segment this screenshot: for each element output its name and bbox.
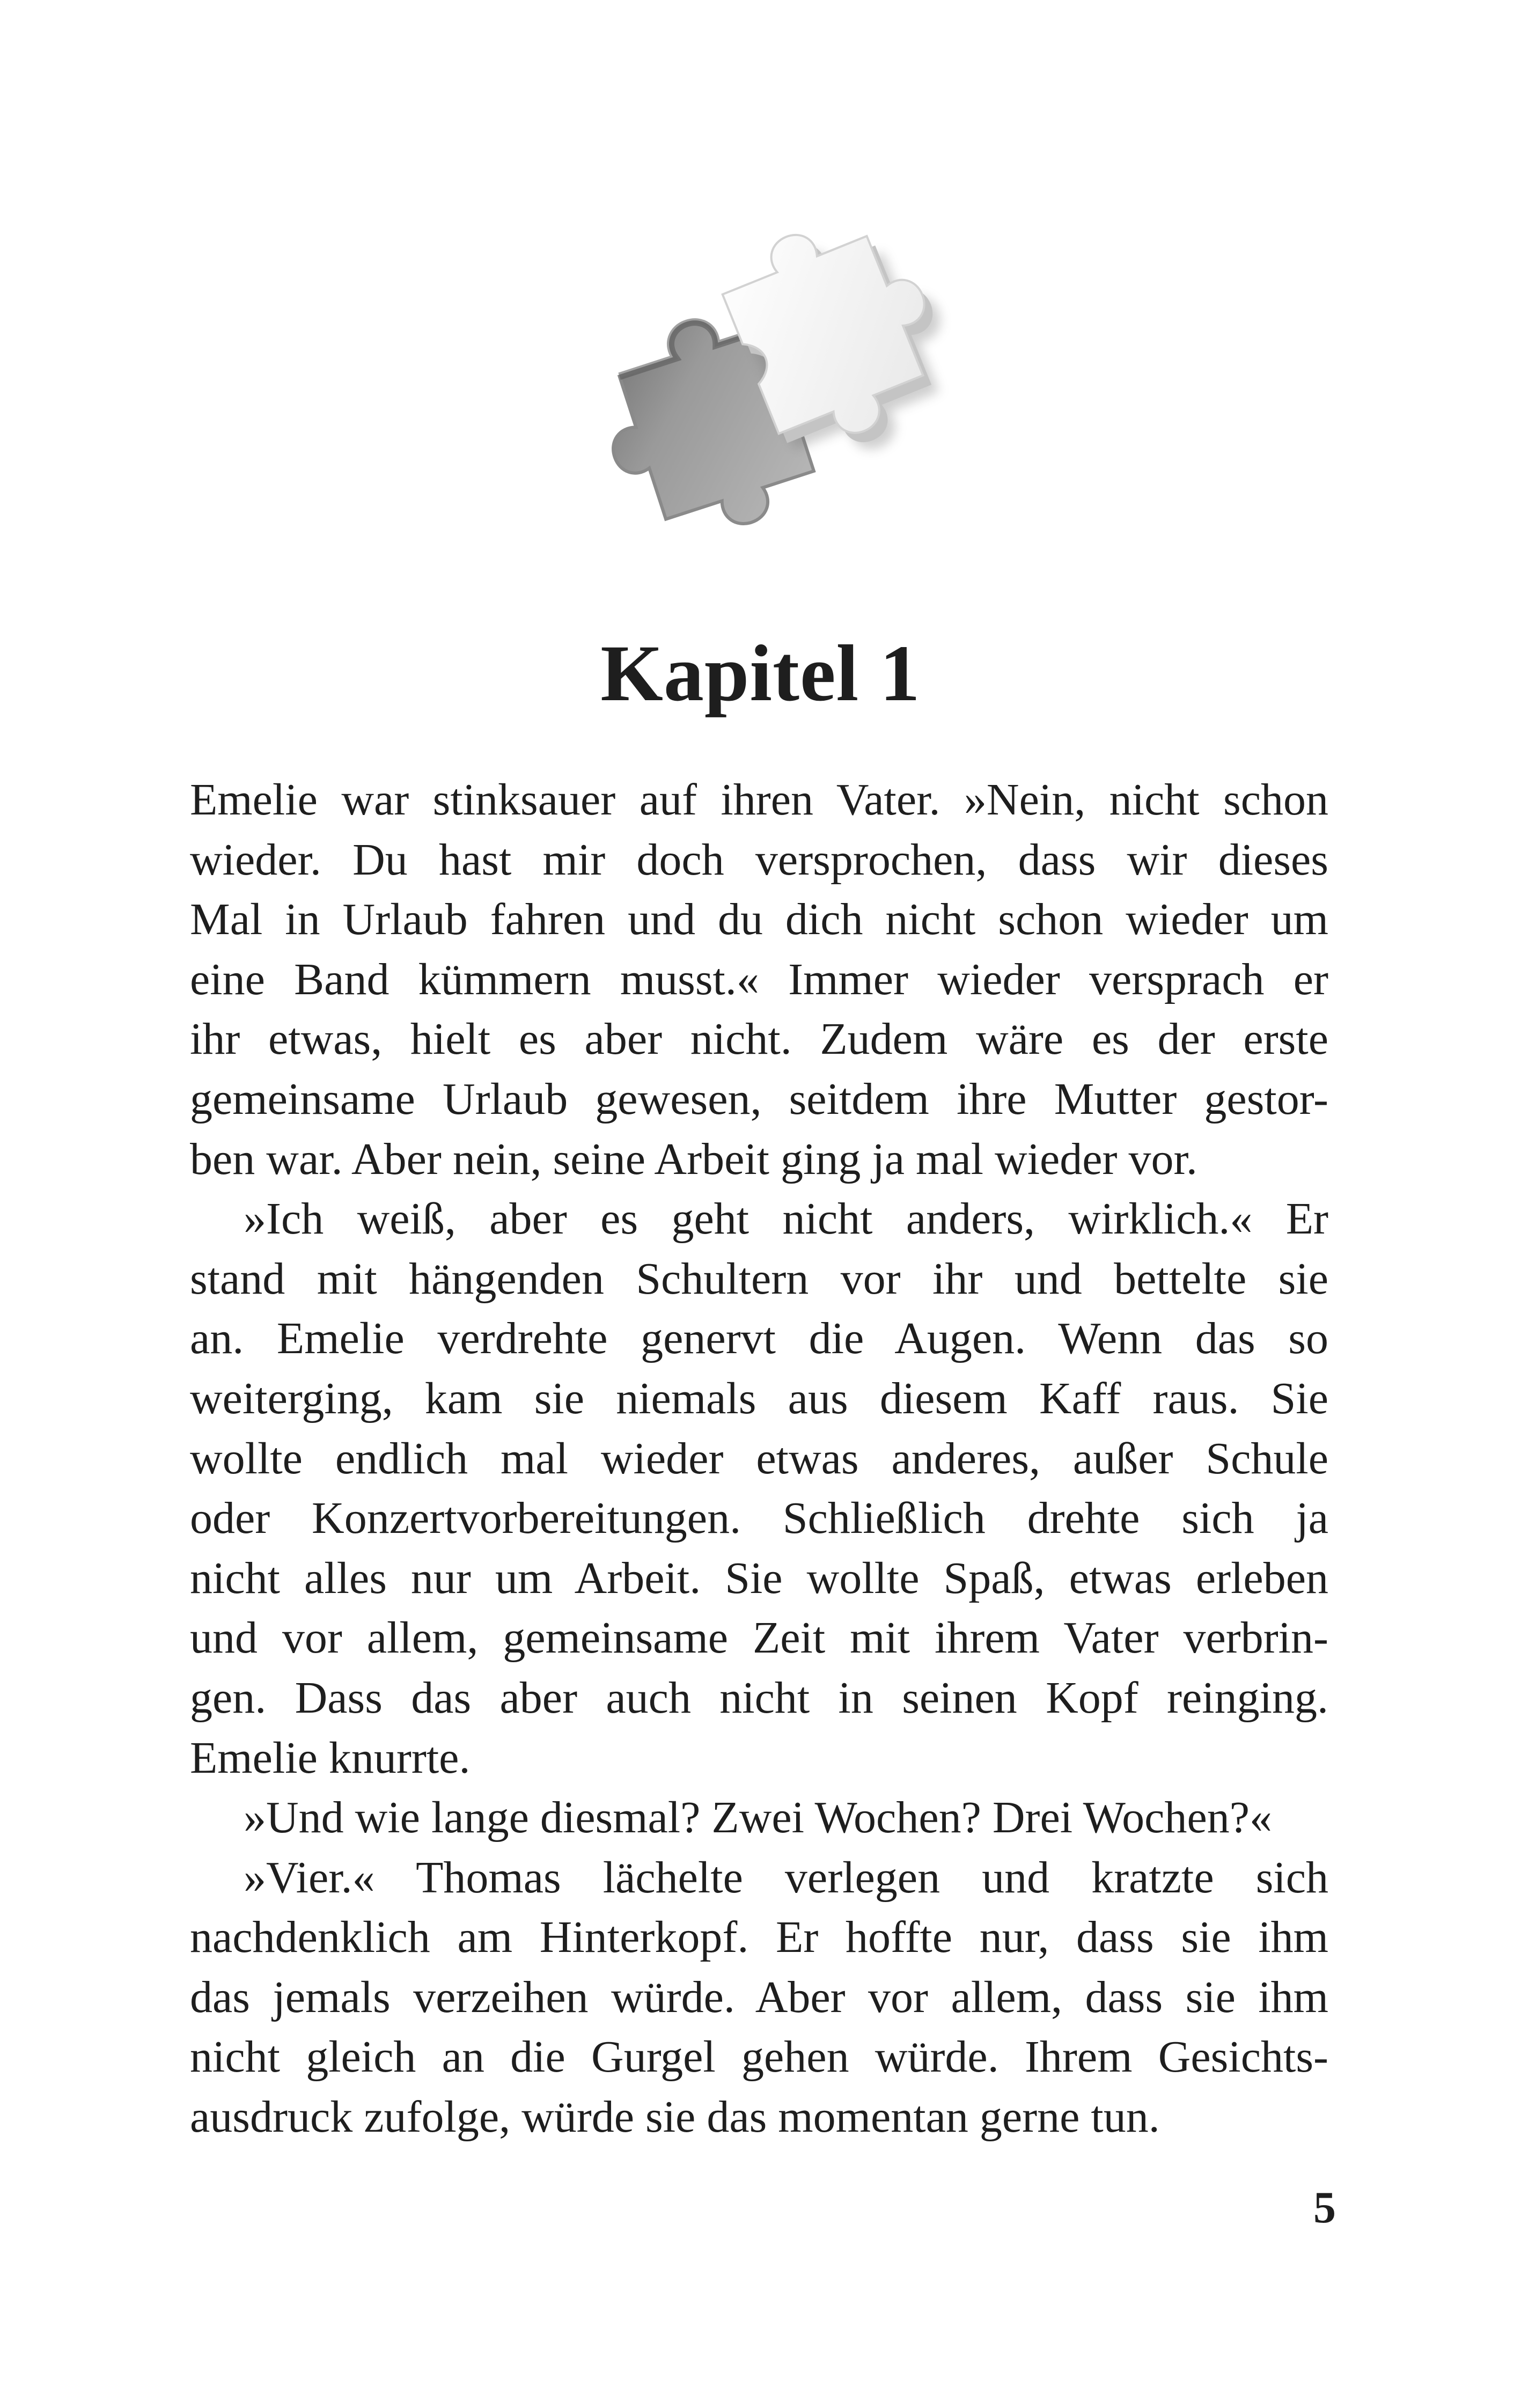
text-line: »Vier.« Thomas lächelte verlegen und kratzte sich [244,1852,1328,1903]
paragraph-1 [190,770,1328,1189]
text-line: wollte endlich mal wieder etwas anderes, außer Schule [190,1433,1328,1484]
text-line: an. Emelie verdrehte genervt die Augen. Wenn das so [190,1313,1328,1364]
text-line: das jemals verzeihen würde. Aber vor allem, dass sie ihm [190,1972,1328,2022]
text-line: oder Konzertvorbereitungen. Schließlich drehte sich ja [190,1493,1328,1544]
text-line: nachdenklich am Hinterkopf. Er hoffte nur, dass sie ihm [190,1912,1328,1963]
paragraph-2 [190,1189,1328,1788]
chapter-title: Kapitel 1 [600,629,921,718]
page-number: 5 [1313,2183,1336,2233]
paragraph-3 [190,1788,1328,1848]
text-line: »Ich weiß, aber es geht nicht anders, wirklich.« Er [244,1194,1328,1244]
paragraph-4 [190,1848,1328,2147]
text-line: ausdruck zufolge, würde sie das momentan gerne tun. [190,2092,1160,2142]
chapter-body [190,770,1328,2147]
text-line: ihr etwas, hielt es aber nicht. Zudem wäre es der erste [190,1014,1328,1064]
text-line: nicht gleich an die Gurgel gehen würde. Ihrem Gesichts- [190,2032,1328,2082]
text-line: und vor allem, gemeinsame Zeit mit ihrem Vater verbrin- [190,1613,1328,1663]
text-line: »Und wie lange diesmal? Zwei Wochen? Drei Wochen?« [244,1793,1273,1843]
text-line: eine Band kümmern musst.« Immer wieder versprach er [190,954,1328,1004]
text-line: stand mit hängenden Schultern vor ihr und bettelte sie [190,1253,1328,1304]
text-line: gen. Dass das aber auch nicht in seinen Kopf reinging. [190,1672,1328,1723]
text-line: nicht alles nur um Arbeit. Sie wollte Spaß, etwas erleben [190,1553,1328,1603]
text-line: Mal in Urlaub fahren und du dich nicht schon wieder um [190,894,1328,945]
text-line: wieder. Du hast mir doch versprochen, dass wir dieses [190,834,1328,885]
text-line: weiterging, kam sie niemals aus diesem Kaff raus. Sie [190,1373,1328,1423]
text-line: ben war. Aber nein, seine Arbeit ging ja mal wieder vor. [190,1134,1197,1184]
puzzle-pieces-icon [569,215,976,569]
text-line: gemeinsame Urlaub gewesen, seitdem ihre Mutter gestor- [190,1074,1328,1124]
text-line: Emelie war stinksauer auf ihren Vater. »Nein, nicht schon [190,775,1328,825]
text-line: Emelie knurrte. [190,1732,471,1783]
